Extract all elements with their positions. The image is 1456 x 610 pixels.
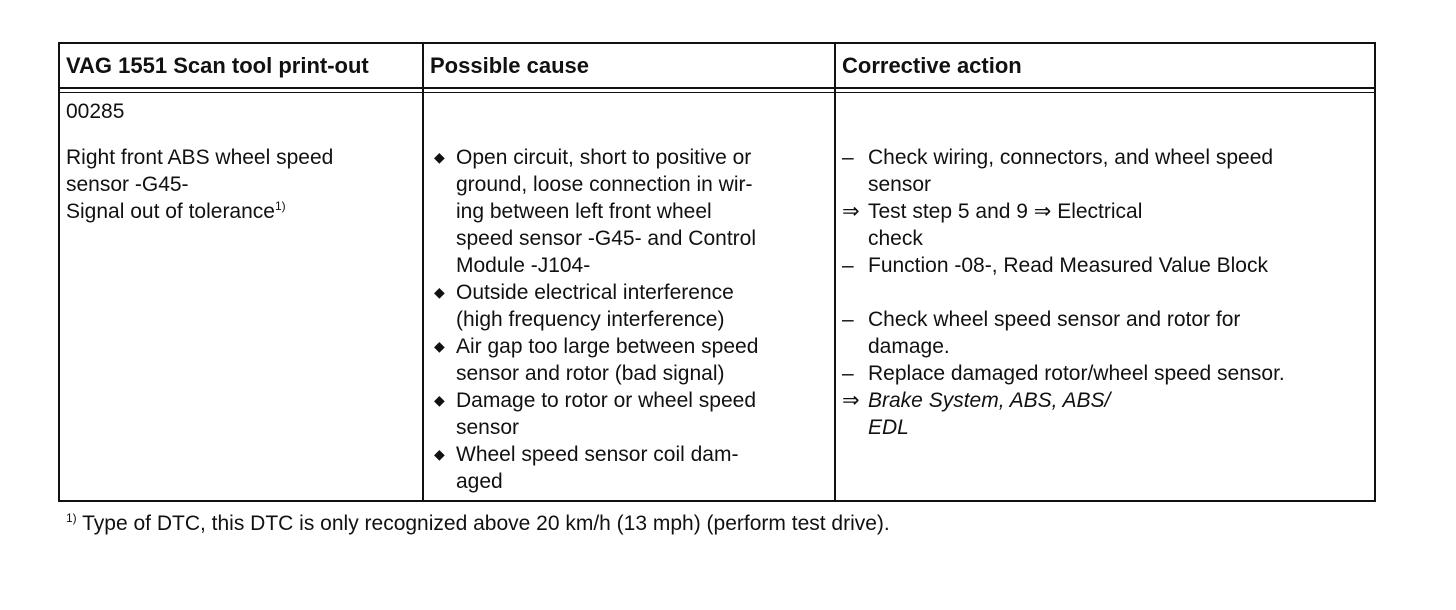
dash-icon: – [842,254,854,277]
header-corrective-action: Corrective action [842,53,1022,78]
dash-icon: – [842,308,854,331]
cause-text: Open circuit, short to positive or [456,146,752,169]
footnote-text: Type of DTC, this DTC is only recognized above 20 km/h (13 mph) (perform test drive). [76,512,890,535]
column-divider [834,44,836,500]
dtc-table [58,42,1376,502]
header-divider-double [60,92,1374,93]
cause-text: sensor [456,416,520,439]
description-line: Right front ABS wheel speed [66,146,334,169]
header-divider [60,87,1374,89]
dash-icon: – [842,362,854,385]
cause-line [430,225,758,252]
cause-line [430,414,758,441]
bullet-icon: ◆ [434,392,445,408]
dtc-description [66,144,333,225]
spacer [840,279,1285,306]
cause-text: aged [456,470,503,493]
cause-text: Damage to rotor or wheel speed [456,389,756,412]
dash-icon: – [842,146,854,169]
action-line [840,333,1285,360]
description-line: sensor -G45- [66,173,189,196]
cause-line [430,252,758,279]
action-text: sensor [868,173,932,196]
action-text: damage. [868,335,950,358]
footnote [66,510,890,537]
cause-line [430,441,758,468]
action-text: EDL [868,416,909,439]
cause-text: (high frequency interference) [456,308,725,331]
action-line [840,306,1285,333]
cause-text: sensor and rotor (bad signal) [456,362,725,385]
cause-line [430,333,758,360]
action-text: Brake System, ABS, ABS/ [868,389,1111,412]
action-text: check [868,227,923,250]
description-text: Signal out of tolerance [66,200,275,223]
cause-line [430,306,758,333]
cause-text: Wheel speed sensor coil dam- [456,443,739,466]
cause-text: speed sensor -G45- and Control [456,227,756,250]
bullet-icon: ◆ [434,149,445,165]
action-text: Check wiring, connectors, and wheel speed [868,146,1274,169]
cause-text: ing between left front wheel [456,200,712,223]
action-text: Test step 5 and 9 ⇒ Electrical [868,200,1143,223]
action-text: Replace damaged rotor/wheel speed sensor. [868,362,1285,385]
column-divider [422,44,424,500]
action-line [840,225,1285,252]
bullet-icon: ◆ [434,338,445,354]
cause-line [430,468,758,495]
header-scan-tool-printout: VAG 1551 Scan tool print-out [66,53,369,78]
possible-causes-list [430,144,758,495]
cause-line [430,171,758,198]
footnote-reference: 1) [274,199,286,213]
cause-text: Outside electrical interference [456,281,734,304]
action-line [840,360,1285,387]
arrow-right-icon: ⇒ [842,389,860,412]
arrow-right-icon: ⇒ [842,200,860,223]
action-line [840,198,1285,225]
action-line [840,144,1285,171]
action-line [840,252,1285,279]
cause-line [430,198,758,225]
bullet-icon: ◆ [434,284,445,300]
cause-text: Air gap too large between speed [456,335,759,358]
action-text: Check wheel speed sensor and rotor for [868,308,1241,331]
cause-line [430,360,758,387]
cause-text: ground, loose connection in wir- [456,173,753,196]
corrective-actions-list [840,144,1285,441]
footnote-marker: 1) [66,511,77,525]
action-line [840,171,1285,198]
description-line [66,198,333,225]
header-possible-cause: Possible cause [430,53,589,78]
dtc-code: 00285 [66,100,125,123]
cause-text: Module -J104- [456,254,591,277]
cause-line [430,144,758,171]
action-line [840,387,1285,414]
cause-line [430,387,758,414]
cause-line [430,279,758,306]
action-text: Function -08-, Read Measured Value Block [868,254,1268,277]
bullet-icon: ◆ [434,446,445,462]
action-line [840,414,1285,441]
